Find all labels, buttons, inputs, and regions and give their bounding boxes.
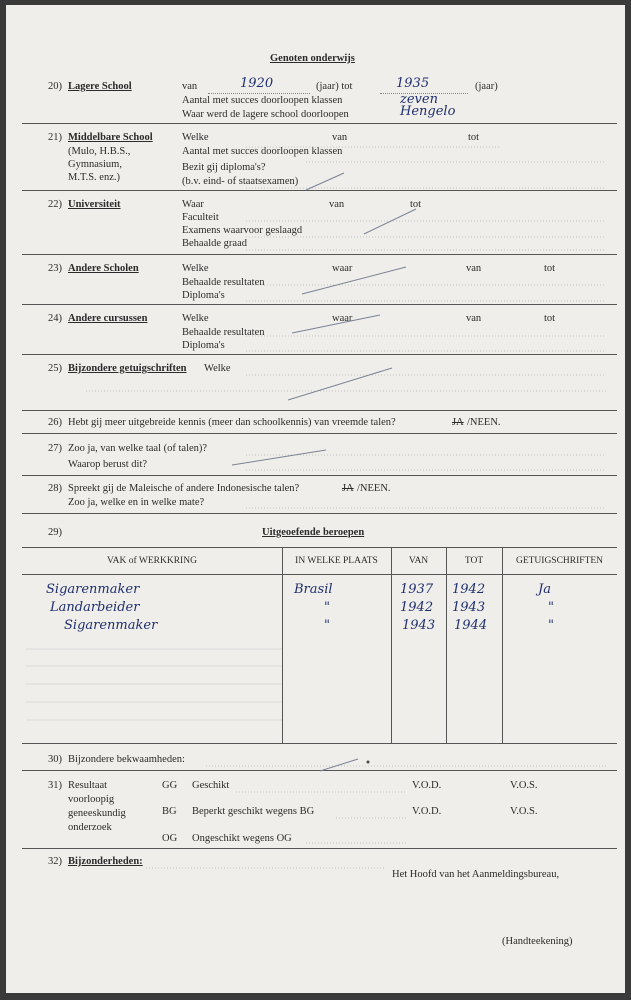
s30-num: 30)	[48, 754, 62, 765]
page-title: Genoten onderwijs	[270, 53, 355, 64]
s20-line2: Aantal met succes doorloopen klassen	[182, 95, 343, 106]
s31-r2-vod: V.O.D.	[412, 806, 442, 817]
s31-l4: onderzoek	[68, 822, 112, 833]
s27-num: 27)	[48, 443, 62, 454]
table-row-2-vak: Landarbeider	[50, 600, 140, 615]
s27-l2: Waarop berust dit?	[68, 459, 148, 470]
hw-tot: 1935	[396, 76, 430, 91]
table-row-2-plaats: "	[324, 600, 330, 615]
s21-welke: Welke	[182, 132, 209, 143]
table-row-3-tot: 1944	[454, 618, 488, 633]
s31-r1-code: GG	[162, 780, 178, 791]
s22-l3: Examens waarvoor geslaagd	[182, 225, 303, 236]
table-row-2-tot: 1943	[452, 600, 486, 615]
s23-welke: Welke	[182, 263, 209, 274]
hw-van: 1920	[240, 76, 274, 91]
s31-l1: Resultaat	[68, 780, 108, 791]
s31-r3-text: Ongeschikt wegens OG	[192, 833, 292, 844]
s25-welke: Welke	[204, 363, 231, 374]
s31-r1-vod: V.O.D.	[412, 780, 442, 791]
s21-van: van	[332, 132, 348, 143]
s21-tot: tot	[468, 132, 480, 143]
table-row-1-van: 1937	[400, 582, 434, 597]
col-van: VAN	[408, 556, 429, 566]
s21-l4: (b.v. eind- of staatsexamen)	[182, 176, 299, 187]
s21-num: 21)	[48, 132, 62, 143]
s32-num: 32)	[48, 856, 62, 867]
s22-tot: tot	[410, 199, 422, 210]
table-row-1-tot: 1942	[452, 582, 486, 597]
s23-l3: Diploma's	[182, 290, 225, 301]
table-row-3-van: 1943	[402, 618, 436, 633]
form-sheet	[6, 5, 625, 993]
s22-van: van	[329, 199, 345, 210]
s26-ja: JA	[452, 417, 464, 428]
s23-num: 23)	[48, 263, 62, 274]
s21-sub3: M.T.S. enz.)	[68, 172, 121, 183]
table-row-1-vak: Sigarenmaker	[46, 582, 140, 597]
s26-num: 26)	[48, 417, 62, 428]
s28-ja: JA	[342, 483, 354, 494]
s20-line3: Waar werd de lagere school doorloopen	[182, 109, 349, 120]
s28-l2: Zoo ja, welke en in welke mate?	[68, 497, 205, 508]
s28-l1: Spreekt gij de Maleische of andere Indonesische talen?	[68, 483, 300, 494]
hw-klassen: zeven	[400, 92, 438, 107]
s26-neen: /NEEN.	[467, 417, 501, 428]
col-vak: VAK of WERKKRING	[107, 556, 197, 566]
s31-r3-code: OG	[162, 833, 178, 844]
s20-jaar1: (jaar) tot	[316, 81, 353, 92]
s24-van: van	[466, 313, 482, 324]
s24-l3: Diploma's	[182, 340, 225, 351]
s24-num: 24)	[48, 313, 62, 324]
s29-title: Uitgeoefende beroepen	[262, 527, 365, 538]
table-row-3-plaats: "	[324, 618, 330, 633]
table-row-1-get: Ja	[538, 582, 551, 597]
s21-l3: Bezit gij diploma's?	[182, 162, 266, 173]
s31-l3: geneeskundig	[68, 808, 126, 819]
s28-neen: /NEEN.	[357, 483, 391, 494]
s31-l2: voorloopig	[68, 794, 115, 805]
s20-van: van	[182, 81, 198, 92]
s30-label: Bijzondere bekwaamheden:	[68, 754, 185, 765]
table-row-1-plaats: Brasil	[294, 582, 333, 597]
s24-l2: Behaalde resultaten	[182, 327, 265, 338]
s27-l1: Zoo ja, van welke taal (of talen)?	[68, 443, 208, 454]
s32-sign: (Handteekening)	[502, 936, 573, 947]
s23-label: Andere Scholen	[68, 263, 139, 274]
s22-label: Universiteit	[68, 199, 121, 210]
s20-label: Lagere School	[68, 81, 132, 92]
s32-hoofd: Het Hoofd van het Aanmeldingsbureau,	[392, 869, 560, 880]
s31-r1-text: Geschikt	[192, 780, 230, 791]
s23-tot: tot	[544, 263, 556, 274]
form-lines	[6, 5, 625, 993]
s21-sub2: Gymnasium,	[68, 159, 122, 170]
s25-label: Bijzondere getuigschriften	[68, 363, 187, 374]
s20-num: 20)	[48, 81, 62, 92]
s24-welke: Welke	[182, 313, 209, 324]
col-getuig: GETUIGSCHRIFTEN	[515, 556, 604, 566]
s24-tot: tot	[544, 313, 556, 324]
s22-num: 22)	[48, 199, 62, 210]
table-row-3-vak: Sigarenmaker	[64, 618, 158, 633]
s29-num: 29)	[48, 527, 62, 538]
s32-label: Bijzonderheden:	[68, 856, 143, 867]
s23-l2: Behaalde resultaten	[182, 277, 265, 288]
s31-r1-vos: V.O.S.	[510, 780, 538, 791]
table-row-2-van: 1942	[400, 600, 434, 615]
s31-num: 31)	[48, 780, 62, 791]
s25-num: 25)	[48, 363, 62, 374]
s21-label: Middelbare School	[68, 132, 153, 143]
s28-num: 28)	[48, 483, 62, 494]
col-tot: TOT	[464, 556, 484, 566]
s23-van: van	[466, 263, 482, 274]
s24-label: Andere cursussen	[68, 313, 148, 324]
s31-r2-code: BG	[162, 806, 177, 817]
s24-waar: waar	[332, 313, 353, 324]
s31-r2-vos: V.O.S.	[510, 806, 538, 817]
s20-jaar2: (jaar)	[475, 81, 498, 92]
s23-waar: waar	[332, 263, 353, 274]
s22-l4: Behaalde graad	[182, 238, 248, 249]
s31-r2-text: Beperkt geschikt wegens BG	[192, 806, 315, 817]
s22-waar: Waar	[182, 199, 204, 210]
s26-text: Hebt gij meer uitgebreide kennis (meer dan schoolkennis) van vreemde talen?	[68, 417, 396, 428]
hw-waar: Hengelo	[400, 104, 456, 119]
col-plaats: IN WELKE PLAATS	[295, 556, 378, 566]
s21-sub1: (Mulo, H.B.S.,	[68, 146, 131, 157]
s21-l2: Aantal met succes doorloopen klassen	[182, 146, 343, 157]
s22-l2: Faculteit	[182, 212, 219, 223]
table-row-3-get: "	[548, 618, 554, 633]
table-row-2-get: "	[548, 600, 554, 615]
